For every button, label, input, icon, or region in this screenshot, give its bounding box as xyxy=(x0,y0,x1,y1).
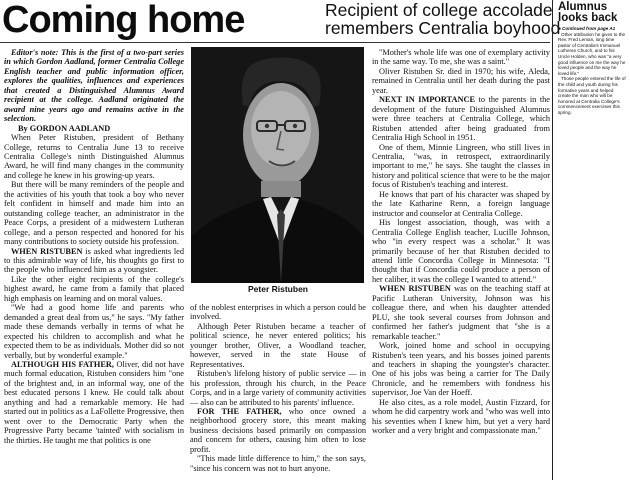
headline: Coming home xyxy=(2,0,245,41)
article-paragraph: Ristuben's lifelong history of public service — in his profession, through his church, in the Peace Corps, and in a large variety of community activities — also can be attributed to his parents' influence. xyxy=(190,369,366,407)
editors-note: Editor's note: This is the first of a two-part series in which Gordon Aadland, former Centralia College English teacher and public information officer, explores the qualities, influences and experiences that created a Distinguished Alumnus Award recipient at the college. Aadland originated the award nine years ago and remains active in the selection. xyxy=(4,48,184,124)
article-paragraph xyxy=(190,407,366,454)
paragraph-text: was on the teaching staff at Pacific Lutheran University, Johnson was his colleague there, and when his daughter attended PLU, she took several courses from Johnson and confirmed her father's judgment that "she is a remarkable teacher." xyxy=(372,284,550,341)
sidebar-paragraph: Other attribution he gives to the Rev. Fred Leman, long time pastor of Centralia's Immanuel Lutheran Church, and to his Uncle Holden, who was "a very good influence on me the way he loved people and the way he loved life." xyxy=(558,31,626,76)
paragraph-lead-in: NEXT IN IMPORTANCE xyxy=(379,95,475,105)
sidebar-body xyxy=(558,26,627,116)
article-paragraph: "Mother's whole life was one of exemplary activity in the same way. To me, she was a saint." xyxy=(372,48,550,67)
portrait-photo-graphic xyxy=(191,47,364,283)
article-paragraph: His longest association, though, was with a Centralia College English teacher, Lucille Johnson, who "in every respect was a scholar." It was primarily because of her that Ristuben decided to attend little Concordia College in Minnesota: "I thought that if Concordia could produce a person of her caliber, it was the college I wanted to attend." xyxy=(372,218,550,284)
article-paragraph: of the noblest enterprises in which a person could be involved. xyxy=(190,303,366,322)
article-paragraph xyxy=(4,360,184,445)
subhead-line-2: remembers Centralia boyhood xyxy=(325,18,561,38)
article-paragraph: "We had a good home life and parents who demanded a great deal from us," he says. "My father made these demands verbally in terms of what he expected his children to accomplish and what he expected them to be as individuals. Mother did so not verbally, but by wonderful example." xyxy=(4,303,184,360)
article-column-2 xyxy=(190,303,366,473)
sidebar-paragraph: Those people entered the life of the child and youth during his formative years and helped create the man who will be honored at Centralia College's commencement exercises this spring. xyxy=(558,76,626,115)
article-paragraph: But there will be many reminders of the people and the activities of his youth that took a boy who never felt confident in himself and made him into an outstanding college teacher, an administrator in the Peace Corps, a president of a midwestern Lutheran college, and a person respected and honored for his many contributions to society outside his profession. xyxy=(4,180,184,247)
paragraph-text: Oliver, did not have much formal education, Ristuben considers him "one of the brightest and, in an informal way, one of the best educated persons I knew. He could talk about anything and had a remarkable memory. He had started out in politics as a LaFollette Progressive, then went over to the Democratic Party when the Progressive Party became 'tainted' with socialism in the thirties. He taught me that politics is one xyxy=(4,359,185,445)
article-paragraph: Like the other eight recipients of the college's highest award, he came from a family that placed high emphasis on learning and on moral values. xyxy=(4,274,184,303)
article-paragraph: Oliver Ristuben Sr. died in 1970; his wife, Aleda, remained in Centralia until her death during the past year. xyxy=(372,66,550,95)
article-paragraph: He knows that part of his character was shaped by the late Katharine Renn, a foreign language instructor and counselor at Centralia College. xyxy=(372,189,550,218)
portrait-photo xyxy=(191,47,364,283)
sidebar-title-line-1: Alumnus xyxy=(558,1,608,13)
article-paragraph xyxy=(372,284,550,341)
sidebar-title-line-2: looks back xyxy=(558,12,618,24)
paragraph-lead-in: WHEN RISTUBEN xyxy=(379,284,451,294)
article-column-3 xyxy=(372,48,550,436)
paragraph-lead-in: FOR THE FATHER, xyxy=(197,406,282,416)
paragraph-text: who once owned a neighborhood grocery store, this meant making business decisions based primarily on compassion and concern for others, causing him often to lose profit. xyxy=(190,406,366,454)
article-paragraph: He also cites, as a role model, Austin Fizzard, for whom he did carpentry work and "who was well into his seventies when I knew him, but yet a very hard worker and a very bright and compassionate man." xyxy=(372,397,550,436)
article-paragraph xyxy=(372,95,550,142)
paragraph-text: to the parents in the development of the future Distinguished Alumnus were three teachers at Centralia College, which Ristuben attended after being graduated from Centralia High School in 1951. xyxy=(372,95,550,143)
sidebar-continued: ■ Continued from page A1 xyxy=(558,26,616,31)
sidebar-title xyxy=(558,2,627,24)
headline-rule xyxy=(0,42,550,43)
subhead-line-1: Recipient of college accolade xyxy=(325,0,553,20)
article-paragraph: Work, joined home and school in occupying Ristuben's teen years, and his bosses joined parents and teachers in shaping the youngster's character. One of his jobs was being a carrier for The Daily Chronicle, and he remembers with fondness his supervisor, Joe Van der Hoeff. xyxy=(372,341,550,398)
article-paragraph: When Peter Ristuben, president of Bethany College, returns to Centralia June 13 to receive Centralia College's ninth Distinguished Alumnus Award, he will find many changes in the community and college he knew in his growing-up years. xyxy=(4,133,184,180)
article-column-1 xyxy=(4,48,184,445)
subhead xyxy=(325,0,561,38)
paragraph-text: is asked what ingredients led to this admirable way of life, his thoughts go first to the people who influenced him as a youngster. xyxy=(4,246,184,275)
byline: By GORDON AADLAND xyxy=(18,123,111,133)
paragraph-lead-in: WHEN RISTUBEN xyxy=(11,246,83,256)
photo-caption: Peter Ristuben xyxy=(248,284,308,294)
article-paragraph: "This made little difference to him," the son says, "since his concern was not to hurt anyone. xyxy=(190,454,366,473)
sidebar-box xyxy=(552,0,630,480)
paragraph-lead-in: ALTHOUGH HIS FATHER, xyxy=(11,359,114,369)
article-paragraph xyxy=(4,247,184,275)
article-paragraph: One of them, Minnie Lingreen, who still lives in Centralia, "was, in retrospect, extraordinarily important to me," he says. She taught the classes in history and political science that were to be the major focus of Ristuben's teaching and interest. xyxy=(372,142,550,190)
article-paragraph: Although Peter Ristuben became a teacher of political science, he never entered politics; his younger brother, Oliver, a Woodland teacher, however, served in the state House of Representatives. xyxy=(190,321,366,369)
